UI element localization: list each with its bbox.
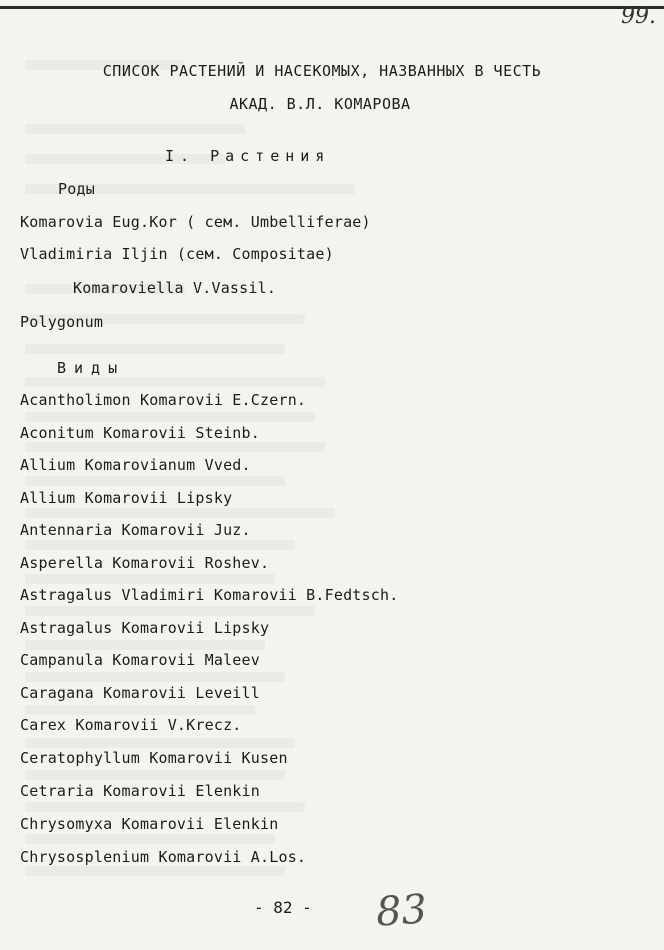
species-item: Acantholimon Komarovii E.Czern. [20, 391, 307, 409]
species-item: Cetraria Komarovii Elenkin [20, 782, 260, 800]
handwritten-page-number: 83 [374, 886, 429, 936]
species-item: Ceratophyllum Komarovii Kusen [20, 749, 288, 767]
species-heading: Виды [57, 359, 126, 377]
document-title-line1: СПИСОК РАСТЕНИЙ И НАСЕКОМЫХ, НАЗВАННЫХ В ЧЕСТЬ [102, 62, 542, 80]
species-item: Asperella Komarovii Roshev. [20, 554, 270, 572]
species-item: Caragana Komarovii Leveill [20, 684, 260, 702]
genus-item: Vladimiria Iljin (сем. Compositae) [20, 245, 334, 263]
species-item: Campanula Komarovii Maleev [20, 651, 260, 669]
page-number: - 82 - [254, 898, 312, 917]
species-item: Allium Komarovianum Vved. [20, 456, 251, 474]
species-item: Chrysosplenium Komarovii A.Los. [20, 848, 307, 866]
species-item: Carex Komarovii V.Krecz. [20, 716, 242, 734]
genus-item: Komaroviella V.Vassil. [73, 279, 277, 297]
genera-heading: Роды [58, 180, 95, 198]
species-item: Antennaria Komarovii Juz. [20, 521, 251, 539]
species-item: Allium Komarovii Lipsky [20, 489, 233, 507]
species-item: Astragalus Vladimiri Komarovii B.Fedtsch. [20, 586, 399, 604]
top-edge-line [0, 6, 664, 9]
corner-page-number: 99. [621, 4, 656, 29]
section-heading: I. Растения [165, 147, 331, 165]
species-item: Aconitum Komarovii Steinb. [20, 424, 260, 442]
genus-item: Polygonum [20, 313, 104, 331]
species-item: Astragalus Komarovii Lipsky [20, 619, 270, 637]
document-title-line2: АКАД. В.Л. КОМАРОВА [229, 95, 411, 113]
species-item: Chrysomyxa Komarovii Elenkin [20, 815, 279, 833]
genus-item: Komarovia Eug.Kor ( сем. Umbelliferae) [20, 213, 371, 231]
